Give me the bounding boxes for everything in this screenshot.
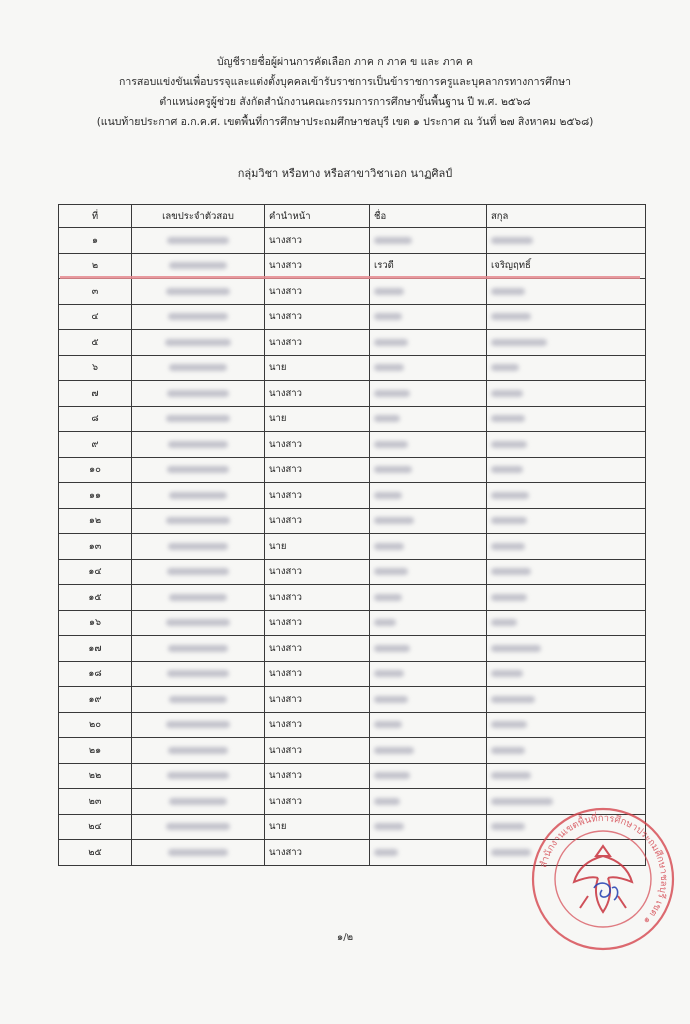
redacted-mark [491,670,523,677]
cell-no: ๒๐ [59,712,132,738]
redacted-mark [491,772,531,779]
cell-no: ๒ [59,253,132,279]
cell-exam-id-redacted [132,330,265,356]
cell-no: ๑๑ [59,483,132,509]
cell-exam-id-redacted [132,508,265,534]
table-row [59,457,646,483]
cell-exam-id-redacted [132,661,265,687]
redacted-mark [168,645,228,652]
cell-no: ๕ [59,330,132,356]
redacted-mark [374,696,408,703]
redacted-mark [374,339,408,346]
redacted-mark [491,823,525,830]
table-row [59,304,646,330]
table-row [59,738,646,764]
redacted-mark [374,441,408,448]
cell-exam-id-redacted [132,738,265,764]
redacted-mark [491,313,531,320]
header-line-1: บัญชีรายชื่อผู้ผ่านการคัดเลือก ภาค ก ภาค ข และ ภาค ค [217,56,473,68]
table-row [59,661,646,687]
table-row [59,508,646,534]
cell-first-name [370,814,487,840]
cell-title: นาย [265,814,370,840]
cell-first-name [370,228,487,254]
cell-no: ๑ [59,228,132,254]
cell-last-name [487,687,646,713]
redacted-mark [374,237,412,244]
redacted-mark [374,721,402,728]
cell-no: ๒๓ [59,789,132,815]
redacted-mark [167,237,229,244]
redacted-mark [374,390,410,397]
table-header-row [59,205,646,228]
redacted-mark [166,288,230,295]
cell-title: นางสาว [265,304,370,330]
cell-first-name [370,585,487,611]
table-row [59,355,646,381]
cell-exam-id-redacted [132,381,265,407]
cell-title: นางสาว [265,279,370,305]
cell-title: นางสาว [265,228,370,254]
cell-exam-id-redacted [132,457,265,483]
cell-exam-id-redacted [132,712,265,738]
cell-first-name [370,483,487,509]
table-row [59,763,646,789]
cell-exam-id-redacted [132,483,265,509]
redacted-mark [491,568,531,575]
redacted-mark [374,594,402,601]
cell-last-name [487,585,646,611]
header-last-name: สกุล [487,205,646,228]
table-row [59,381,646,407]
cell-first-name [370,840,487,866]
cell-first-name [370,763,487,789]
redacted-mark [168,747,228,754]
redacted-mark [374,645,410,652]
header-exam-id: เลขประจำตัวสอบ [132,205,265,228]
redacted-mark [167,670,229,677]
cell-last-name [487,381,646,407]
cell-exam-id-redacted [132,253,265,279]
cell-last-name [487,661,646,687]
cell-title: นางสาว [265,483,370,509]
cell-title: นางสาว [265,432,370,458]
redacted-mark [166,517,230,524]
cell-last-name [487,636,646,662]
cell-last-name [487,228,646,254]
table-row [59,279,646,305]
cell-no: ๑๒ [59,508,132,534]
cell-no: ๑๔ [59,559,132,585]
table-row [59,432,646,458]
cell-first-name [370,789,487,815]
cell-last-name [487,483,646,509]
redacted-mark [491,288,525,295]
redacted-mark [491,619,517,626]
cell-title: นางสาว [265,687,370,713]
table-row [59,534,646,560]
table-row [59,559,646,585]
cell-last-name [487,559,646,585]
redacted-mark [168,849,228,856]
cell-title: นางสาว [265,712,370,738]
redacted-mark [166,823,230,830]
redacted-mark [491,492,529,499]
cell-last-name [487,534,646,560]
cell-title: นางสาว [265,508,370,534]
redacted-mark [491,721,527,728]
cell-last-name [487,279,646,305]
cell-title: นางสาว [265,457,370,483]
cell-exam-id-redacted [132,610,265,636]
cell-no: ๒๑ [59,738,132,764]
cell-exam-id-redacted [132,228,265,254]
redacted-mark [491,747,525,754]
page-number: ๑/๒ [336,932,354,943]
cell-no: ๒๕ [59,840,132,866]
cell-no: ๔ [59,304,132,330]
cell-title: นางสาว [265,636,370,662]
redacted-mark [167,466,229,473]
redacted-mark [169,798,227,805]
redacted-mark [169,364,227,371]
redacted-mark [168,441,228,448]
redacted-mark [166,619,230,626]
redacted-mark [374,798,400,805]
cell-title: นางสาว [265,763,370,789]
cell-no: ๑๘ [59,661,132,687]
cell-first-name [370,406,487,432]
cell-first-name [370,738,487,764]
cell-first-name [370,457,487,483]
header-line-3: ตำแหน่งครูผู้ช่วย สังกัดสำนักงานคณะกรรมการการศึกษาขั้นพื้นฐาน ปี พ.ศ. ๒๕๖๘ [159,96,531,108]
redacted-mark [169,492,227,499]
cell-title: นางสาว [265,738,370,764]
cell-first-name [370,304,487,330]
cell-title: นางสาว [265,661,370,687]
redacted-mark [166,415,230,422]
cell-first-name [370,508,487,534]
cell-exam-id-redacted [132,687,265,713]
table-row [59,483,646,509]
cell-no: ๗ [59,381,132,407]
document-header [0,52,690,132]
cell-last-name [487,763,646,789]
redacted-mark [491,645,541,652]
cell-first-name [370,534,487,560]
cell-first-name [370,661,487,687]
cell-last-name [487,432,646,458]
cell-first-name [370,636,487,662]
cell-exam-id-redacted [132,279,265,305]
header-title: คำนำหน้า [265,205,370,228]
cell-exam-id-redacted [132,840,265,866]
redacted-mark [374,772,410,779]
cell-title: นาย [265,534,370,560]
cell-exam-id-redacted [132,789,265,815]
cell-first-name: เรวดี [370,253,487,279]
redacted-mark [491,517,527,524]
redacted-mark [374,415,400,422]
cell-title: นาย [265,406,370,432]
redacted-mark [491,441,527,448]
cell-first-name [370,279,487,305]
table-row [59,330,646,356]
cell-no: ๒๒ [59,763,132,789]
redacted-mark [169,262,227,269]
redacted-mark [491,364,519,371]
cell-title: นางสาว [265,330,370,356]
redacted-mark [491,594,527,601]
cell-last-name [487,610,646,636]
redacted-mark [374,823,404,830]
table-row [59,712,646,738]
cell-exam-id-redacted [132,432,265,458]
cell-no: ๑๙ [59,687,132,713]
cell-title: นางสาว [265,559,370,585]
cell-first-name [370,432,487,458]
header-line-2: การสอบแข่งขันเพื่อบรรจุและแต่งตั้งบุคคลเข้ารับราชการเป็นข้าราชการครูและบุคลากรทางการศึกษา [118,76,572,88]
cell-title: นาย [265,355,370,381]
cell-last-name [487,738,646,764]
cell-no: ๖ [59,355,132,381]
redacted-mark [374,747,414,754]
cell-title: นางสาว [265,253,370,279]
cell-no: ๑๐ [59,457,132,483]
redacted-mark [374,517,414,524]
cell-exam-id-redacted [132,534,265,560]
table-row [59,687,646,713]
redacted-mark [165,339,231,346]
redacted-mark [167,390,229,397]
redacted-mark [491,390,523,397]
header-no: ที่ [59,205,132,228]
cell-no: ๑๗ [59,636,132,662]
redacted-mark [166,721,230,728]
cell-no: ๘ [59,406,132,432]
cell-exam-id-redacted [132,814,265,840]
redacted-mark [374,313,402,320]
cell-last-name [487,712,646,738]
subject-group-title: กลุ่มวิชา หรือทาง หรือสาขาวิชาเอก นาฏศิลป์ [237,167,453,180]
redacted-mark [491,849,531,856]
cell-exam-id-redacted [132,559,265,585]
redacted-mark [374,492,402,499]
cell-first-name [370,559,487,585]
highlight-underline [60,276,640,279]
redacted-mark [491,466,523,473]
redacted-mark [374,364,404,371]
redacted-mark [374,568,408,575]
redacted-mark [374,466,412,473]
redacted-mark [167,772,229,779]
cell-exam-id-redacted [132,406,265,432]
redacted-mark [169,696,227,703]
cell-exam-id-redacted [132,304,265,330]
cell-first-name [370,610,487,636]
redacted-mark [374,849,398,856]
cell-no: ๒๔ [59,814,132,840]
official-seal-icon [528,804,678,954]
redacted-mark [167,568,229,575]
cell-title: นางสาว [265,381,370,407]
cell-first-name [370,381,487,407]
cell-no: ๙ [59,432,132,458]
cell-no: ๓ [59,279,132,305]
cell-exam-id-redacted [132,763,265,789]
cell-first-name [370,355,487,381]
cell-first-name [370,712,487,738]
redacted-mark [491,237,533,244]
cell-exam-id-redacted [132,355,265,381]
candidate-table [58,204,646,866]
redacted-mark [491,339,547,346]
cell-title: นางสาว [265,585,370,611]
table-row [59,406,646,432]
redacted-mark [374,670,404,677]
cell-title: นางสาว [265,610,370,636]
redacted-mark [168,543,228,550]
cell-title: นางสาว [265,789,370,815]
cell-title: นางสาว [265,840,370,866]
cell-last-name [487,406,646,432]
redacted-mark [169,594,227,601]
table-row [59,610,646,636]
header-line-4: (แนบท้ายประกาศ อ.ก.ค.ศ. เขตพื้นที่การศึกษาประถมศึกษาชลบุรี เขต ๑ ประกาศ ณ วันที่ ๒๗ สิงหาคม ๒๕๖๘) [96,116,594,128]
cell-no: ๑๕ [59,585,132,611]
redacted-mark [491,415,525,422]
cell-last-name: เจริญฤทธิ์ [487,253,646,279]
cell-last-name [487,355,646,381]
cell-last-name [487,508,646,534]
cell-exam-id-redacted [132,636,265,662]
cell-first-name [370,687,487,713]
redacted-mark [374,543,404,550]
seal-ring-text: สำนักงานเขตพื้นที่การศึกษาประถมศึกษาชลบุรี เขต ๑ [538,812,670,927]
cell-first-name [370,330,487,356]
table-row [59,253,646,279]
table-row [59,228,646,254]
table-row [59,636,646,662]
cell-no: ๑๖ [59,610,132,636]
table-row [59,585,646,611]
redacted-mark [168,313,228,320]
redacted-mark [491,696,535,703]
cell-no: ๑๓ [59,534,132,560]
redacted-mark [374,288,404,295]
cell-exam-id-redacted [132,585,265,611]
table-body [59,228,646,866]
cell-last-name [487,330,646,356]
redacted-mark [374,619,396,626]
redacted-mark [491,543,525,550]
cell-last-name [487,457,646,483]
header-first-name: ชื่อ [370,205,487,228]
cell-last-name [487,304,646,330]
